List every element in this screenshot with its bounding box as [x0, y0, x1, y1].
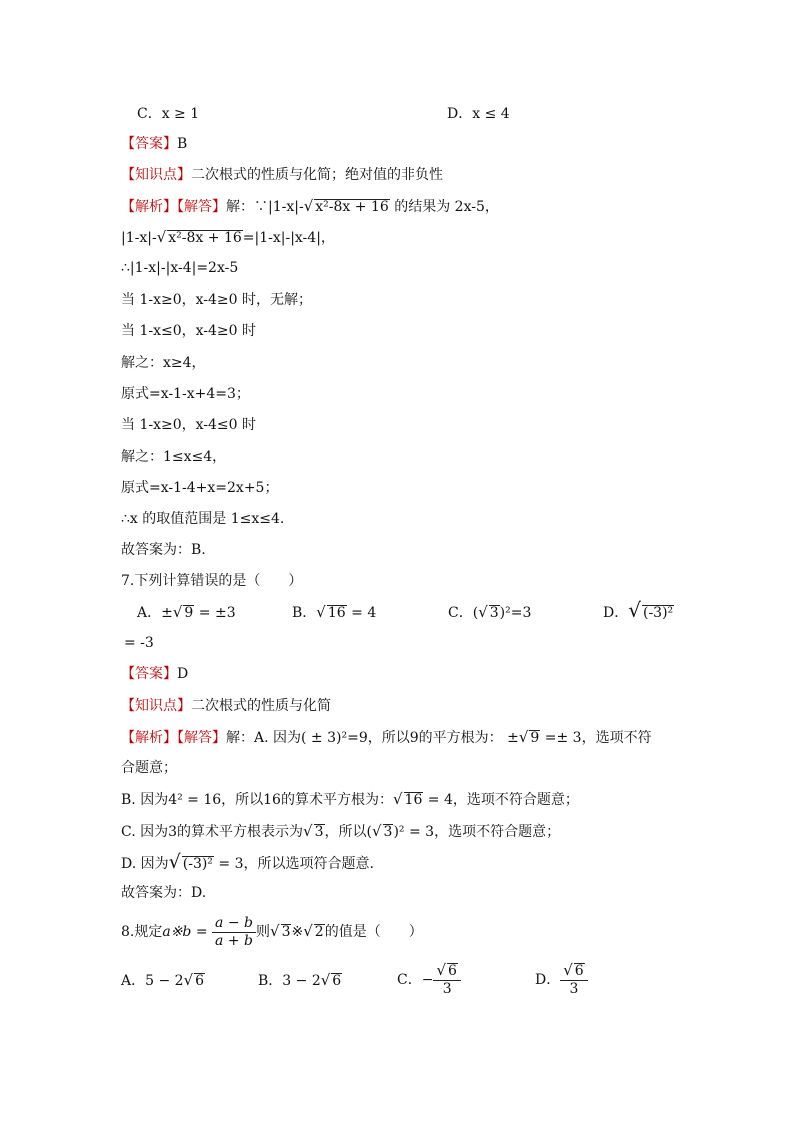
radicand: 16 [404, 792, 423, 808]
q6-solution-line-1 [121, 196, 499, 217]
q6-solution-line-9: 解之：1≤x≤4， [121, 449, 227, 465]
solution-tag: 【解析】【解答】 [121, 730, 226, 746]
option-text: )²=3 [499, 605, 532, 621]
q7-knowledge-point [121, 696, 331, 716]
fraction [433, 962, 460, 998]
q6-solution-line-5: 当 1-x≤0，x-4≥0 时 [121, 323, 256, 339]
answer-tag: 【答案】 [121, 666, 177, 682]
radical-sign: √ [392, 790, 403, 808]
solution-text: = 4，选项不符合题意； [423, 792, 579, 808]
radicand: 6 [448, 963, 457, 979]
option-text: C．− [397, 972, 434, 988]
knowledge-text: 二次根式的性质与化简；绝对值的非负性 [191, 167, 443, 183]
q7-option-b [292, 602, 376, 623]
solution-text: C. 因为3的算术平方根表示为 [121, 824, 304, 840]
option-text: A．± [137, 605, 173, 621]
q6-solution-line-11: ∴x 的取值范围是 1≤x≤4. [121, 511, 285, 527]
fraction [560, 962, 587, 998]
q7-solution-line-5 [121, 852, 374, 874]
solution-text: B. 因为4² = 16，所以16的算术平方根为： [121, 792, 393, 808]
option-text: D． [603, 605, 629, 621]
answer-value: D [177, 666, 189, 682]
q6-solution-line-2 [121, 227, 335, 248]
radical-sign: √ [270, 922, 280, 940]
solution-text: ，所以( [324, 824, 372, 840]
operation-definition: a※b = [162, 924, 208, 940]
q7-solution-line-4 [121, 821, 560, 842]
radical-sign: √ [371, 822, 382, 840]
q6-solution-line-6: 解之：x≥4， [121, 355, 206, 371]
q8-option-c [397, 958, 461, 1002]
radicand: 3 [383, 824, 393, 840]
solution-text: =|1-x|-|x-4|， [242, 230, 335, 246]
solution-text: )² = 3，选项不符合题意； [393, 824, 561, 840]
fraction [212, 915, 256, 950]
knowledge-tag: 【知识点】 [121, 698, 191, 714]
q7-solution-line-6: 故答案为：D. [121, 885, 207, 901]
radical-sign: √ [303, 197, 314, 215]
stem-text: 的值是（ ） [324, 924, 423, 940]
q6-solution-line-7: 原式=x-1-x+4=3； [121, 386, 250, 402]
option-text: B． [292, 605, 317, 621]
q6-solution-line-4: 当 1-x≥0，x-4≥0 时，无解； [121, 292, 312, 308]
radicand: 6 [574, 963, 584, 979]
radical-sign: √ [316, 603, 326, 621]
q6-option-d: D．x ≤ 4 [447, 106, 510, 122]
radicand: 3 [314, 824, 324, 840]
radicand: x²-8x + 16 [315, 199, 389, 215]
q7-option-d [603, 600, 674, 623]
fraction-denominator: a + b [215, 932, 253, 949]
solution-text: = 3，所以选项符合题意. [213, 856, 374, 872]
q7-option-c [448, 602, 531, 623]
radicand: 2 [314, 924, 324, 940]
radicand: 3 [489, 605, 499, 621]
q7-solution-line-1 [121, 727, 652, 748]
radical-sign: √ [172, 603, 183, 621]
fraction-numerator [433, 962, 460, 981]
answer-tag: 【答案】 [121, 136, 177, 152]
fraction-denominator: 3 [569, 981, 579, 997]
option-text: = 4 [346, 605, 377, 621]
q6-answer [121, 134, 187, 154]
fraction-denominator: 3 [442, 981, 452, 997]
radicand: 9 [530, 730, 540, 746]
radicand: (-3)² [182, 856, 213, 872]
radical-sign: √ [518, 728, 529, 746]
q8-stem [121, 912, 423, 951]
operator-symbol: ※ [291, 924, 304, 940]
solution-text: =± 3，选项不符 [540, 730, 652, 746]
fraction-numerator [560, 962, 587, 981]
answer-value: B [177, 136, 188, 152]
radicand: (-3)² [642, 605, 674, 621]
knowledge-text: 二次根式的性质与化简 [191, 698, 331, 714]
q7-option-a [137, 602, 236, 623]
q8-option-b [258, 970, 342, 991]
solution-tag: 【解析】【解答】 [121, 199, 226, 215]
q6-option-c: C．x ≥ 1 [137, 106, 200, 122]
radical-sign: √ [436, 961, 447, 979]
q7-answer [121, 664, 188, 684]
radicand: 6 [332, 973, 342, 989]
stem-text: 8.规定 [121, 924, 163, 940]
solution-text: D. 因为 [121, 856, 169, 872]
solution-text: 解：∵|1-x|- [226, 199, 304, 215]
radical-sign: √ [156, 228, 167, 246]
q8-option-a [121, 970, 205, 991]
radical-sign: √ [303, 822, 313, 840]
radical-sign: √ [183, 971, 194, 989]
q8-option-d [535, 958, 588, 1002]
option-text: B．3 − 2 [258, 973, 321, 989]
q6-solution-line-8: 当 1-x≥0，x-4≤0 时 [121, 417, 256, 433]
radical-sign: √ [628, 598, 641, 622]
stem-text: 则 [256, 924, 270, 940]
radicand: 9 [184, 605, 194, 621]
radicand: x²-8x + 16 [168, 230, 242, 246]
option-text: C．( [448, 605, 479, 621]
solution-text: |1-x|- [121, 230, 157, 246]
q7-stem: 7.下列计算错误的是（ ） [121, 573, 303, 589]
q6-solution-line-10: 原式=x-1-4+x=2x+5； [121, 480, 279, 496]
radicand: 3 [281, 924, 291, 940]
q7-solution-line-3 [121, 789, 579, 810]
radical-sign: √ [478, 603, 488, 621]
radical-sign: √ [303, 922, 313, 940]
q7-option-d-continued: = -3 [124, 635, 154, 651]
q6-knowledge-point [121, 165, 443, 185]
option-text: = ±3 [194, 605, 236, 621]
radical-sign: √ [563, 961, 573, 979]
q7-solution-line-2: 合题意； [121, 760, 177, 776]
radicand: 16 [327, 605, 346, 621]
radical-sign: √ [320, 971, 331, 989]
option-text: D． [535, 972, 561, 988]
knowledge-tag: 【知识点】 [121, 167, 191, 183]
q6-solution-line-12: 故答案为：B. [121, 542, 206, 558]
solution-text: 的结果为 2x-5， [389, 199, 499, 215]
radical-sign: √ [168, 851, 181, 873]
option-text: A．5 − 2 [121, 973, 184, 989]
radicand: 6 [195, 973, 205, 989]
q6-solution-line-3: ∴|1-x|-|x-4|=2x-5 [121, 260, 239, 276]
solution-text: 解：A. 因为( ± 3)²=9，所以9的平方根为： ± [226, 730, 519, 746]
fraction-numerator: a − b [212, 915, 256, 933]
